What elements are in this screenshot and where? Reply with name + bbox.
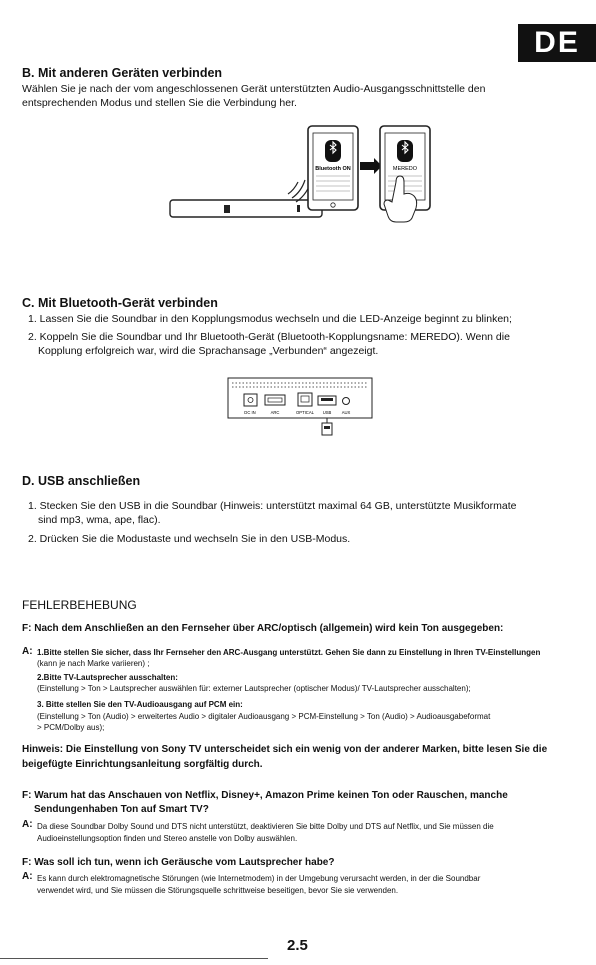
answer-1-step-2b: (Einstellung > Ton > Lautsprecher auswählen für: externer Lautsprecher (optischer Modus)/ TV-Lautsprecher ausschalten);	[37, 684, 471, 693]
question-2b: Sendungenhaben Ton auf Smart TV?	[34, 804, 209, 815]
section-d-item-2: 2. Drücken Sie die Modustaste und wechseln Sie in den USB-Modus.	[28, 533, 351, 545]
answer-2-label: A:	[22, 819, 33, 830]
note-line-1: Hinweis: Die Einstellung von Sony TV unterscheidet sich ein wenig von der anderer Marken, bitte lesen Sie die	[22, 744, 548, 755]
answer-1-label: A:	[22, 646, 33, 657]
section-c-item-1: 1. Lassen Sie die Soundbar in den Kopplungsmodus wechseln und die LED-Anzeige beginnt zu blinken;	[28, 313, 512, 325]
phone1-label: Bluetooth ON	[315, 166, 351, 172]
section-c-item-2b: Kopplung erfolgreich war, wird die Sprachansage „Verbunden“ angezeigt.	[38, 345, 379, 357]
answer-1-step-1: 1.Bitte stellen Sie sicher, dass Ihr Fernseher den ARC-Ausgang unterstützt. Gehen Sie dann zu Einstellung in Ihren TV-Einstellungen	[37, 648, 541, 657]
answer-1-step-3: 3. Bitte stellen Sie den TV-Audioausgang auf PCM ein:	[37, 700, 243, 709]
port-label-aux: AUX	[341, 410, 351, 415]
port-label-usb: USB	[322, 410, 332, 415]
page-number: 2.5	[287, 937, 308, 954]
port-label-arc: ARC	[270, 410, 280, 415]
troubleshooting-title: FEHLERBEHEBUNG	[22, 598, 137, 612]
answer-3-label: A:	[22, 871, 33, 882]
section-b-title: B. Mit anderen Geräten verbinden	[22, 66, 223, 80]
answer-3-line-1: Es kann durch elektromagnetische Störungen (wie Internetmodem) in der Umgebung verursacht werden, in der die Soundbar	[37, 874, 481, 883]
footer-rule	[0, 958, 268, 959]
language-badge: DE	[518, 24, 596, 62]
answer-1-step-1b: (kann je nach Marke variieren) ;	[37, 659, 150, 668]
answer-2-line-1: Da diese Soundbar Dolby Sound und DTS nicht unterstützt, deaktivieren Sie bitte Dolby und DTS auf Netflix, und Sie müssen die	[37, 822, 494, 831]
section-c-item-2a: 2. Koppeln Sie die Soundbar und Ihr Bluetooth-Gerät (Bluetooth-Kopplungsname: MEREDO). Wenn die	[28, 331, 510, 343]
bluetooth-pairing-illustration	[160, 122, 450, 232]
note-line-2: beigefügte Einrichtungsanleitung sorgfältig durch.	[22, 759, 263, 770]
section-d-title: D. USB anschließen	[22, 474, 141, 488]
answer-3-line-2: verwendet wird, und Sie müssen die Störungsquelle schrittweise beseitigen, bevor Sie sie verwenden.	[37, 886, 399, 895]
answer-1-step-3c: > PCM/Dolby aus);	[37, 723, 105, 732]
answer-1-step-2: 2.Bitte TV-Lautsprecher ausschalten:	[37, 673, 178, 682]
section-d-item-1a: 1. Stecken Sie den USB in die Soundbar (Hinweis: unterstützt maximal 64 GB, unterstützte Musikformate	[28, 500, 517, 512]
section-b-text-1: Wählen Sie je nach der vom angeschlossenen Gerät unterstützten Audio-Ausgangsschnittstelle den	[22, 83, 486, 95]
answer-2-line-2: Audioeinstellungsoption finden und Stereo anstelle von Dolby auswählen.	[37, 834, 298, 843]
question-3: F: Was soll ich tun, wenn ich Geräusche vom Lautsprecher habe?	[22, 857, 335, 868]
soundbar-ports-illustration	[226, 376, 376, 440]
port-label-optical: OPTICAL	[296, 410, 314, 415]
question-2a: F: Warum hat das Anschauen von Netflix, Disney+, Amazon Prime keinen Ton oder Rauschen, manche	[22, 790, 508, 801]
question-1: F: Nach dem Anschließen an den Fernseher über ARC/optisch (allgemein) wird kein Ton ausgegeben:	[22, 623, 504, 634]
phone2-label: MEREDO	[392, 166, 418, 172]
answer-1-step-3b: (Einstellung > Ton (Audio) > erweitertes Audio > digitaler Audioausgang > PCM-Einstellung > Ton (Audio) > Audioausgabeformat	[37, 712, 491, 721]
section-d-item-1b: sind mp3, wma, ape, flac).	[38, 514, 161, 526]
section-c-title: C. Mit Bluetooth-Gerät verbinden	[22, 296, 218, 310]
section-b-text-2: entsprechenden Modus und stellen Sie die Verbindung her.	[22, 97, 297, 109]
port-label-dcin: DC IN	[244, 410, 256, 415]
